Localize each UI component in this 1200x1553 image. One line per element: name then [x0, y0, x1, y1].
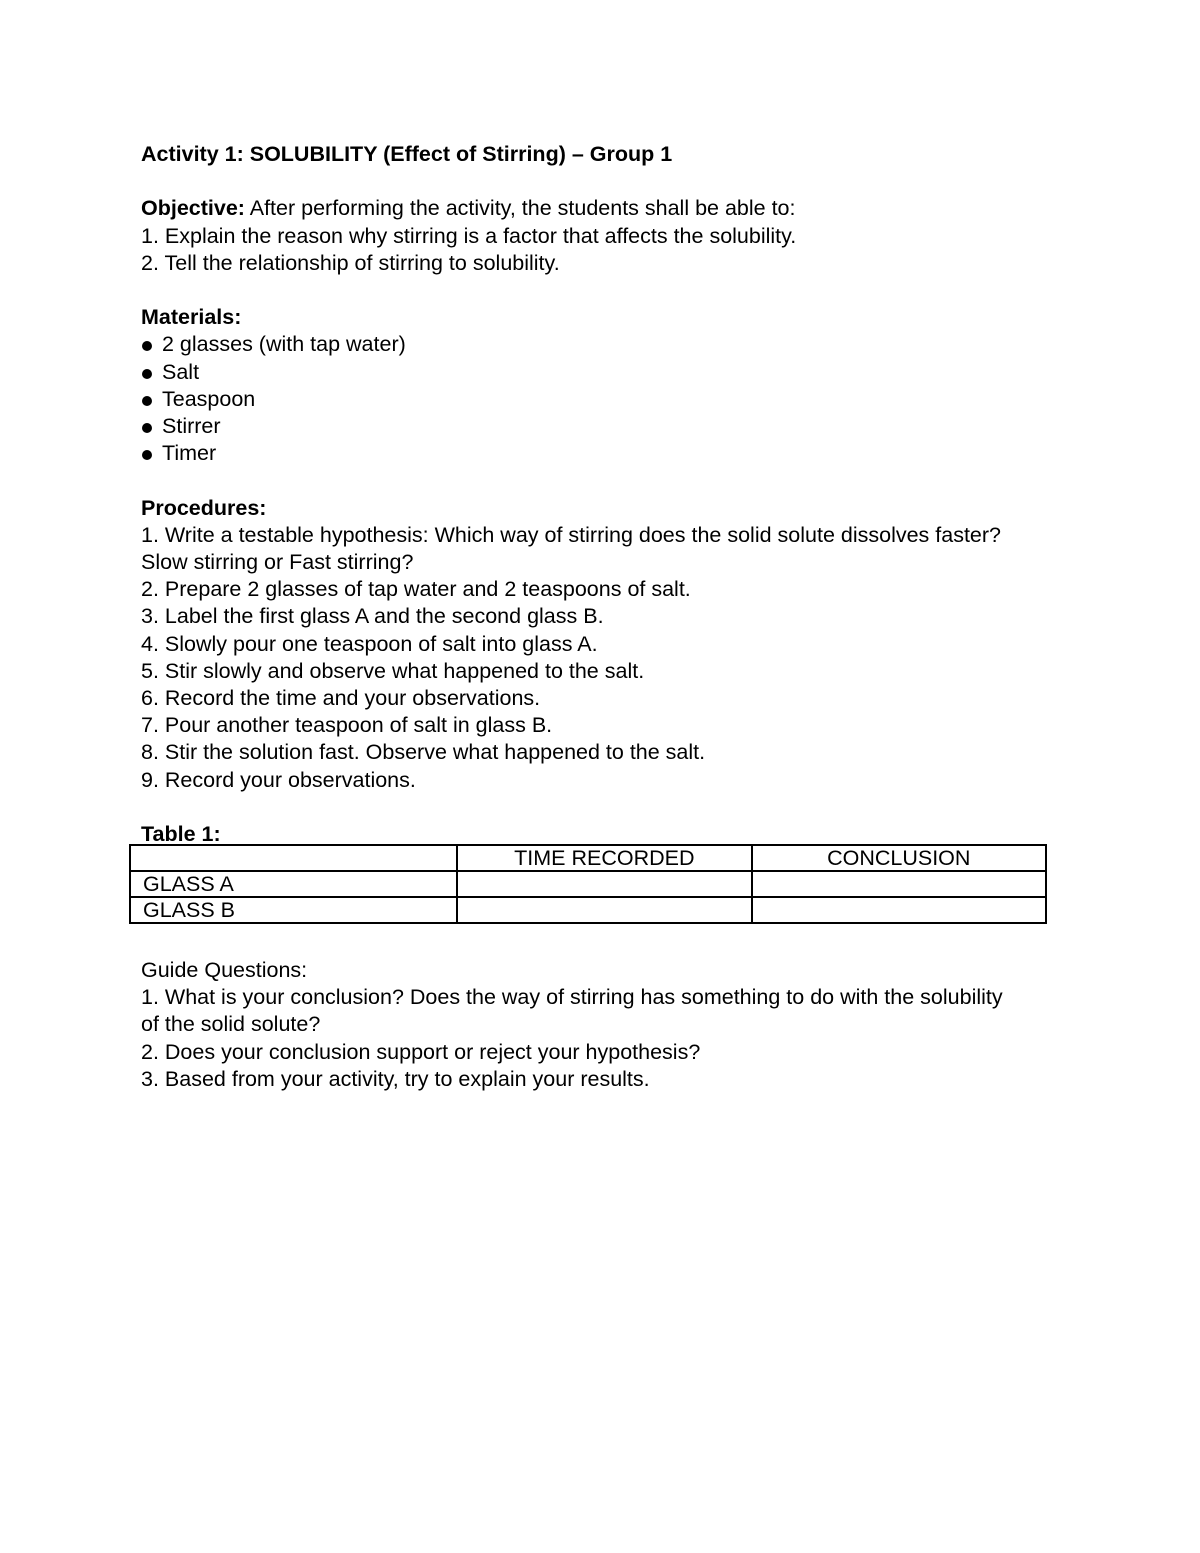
spacer — [141, 277, 1061, 304]
material-item — [141, 413, 1061, 440]
table-row — [130, 897, 1046, 923]
observation-table — [129, 844, 1047, 924]
bullet-icon — [142, 341, 152, 351]
observation-table-wrap — [129, 844, 1047, 924]
table-cell: GLASS A — [130, 871, 457, 897]
procedure-item: 7. Pour another teaspoon of salt in glass B. — [141, 713, 553, 738]
table-cell[interactable] — [752, 897, 1046, 923]
activity-title: Activity 1: SOLUBILITY (Effect of Stirring) – Group 1 — [141, 142, 673, 166]
table-header-cell: CONCLUSION — [752, 845, 1046, 871]
objective-item: 1. Explain the reason why stirring is a factor that affects the solubility. — [141, 223, 797, 248]
procedures-label: Procedures: — [141, 495, 267, 520]
procedure-item: 4. Slowly pour one teaspoon of salt into glass A. — [141, 631, 598, 656]
objective-item: 2. Tell the relationship of stirring to solubility. — [141, 250, 560, 275]
objective-list — [141, 223, 1061, 277]
guide-section — [141, 957, 1061, 1093]
materials-label: Materials: — [141, 305, 242, 330]
material-text: Teaspoon — [162, 386, 256, 411]
material-item — [141, 386, 1061, 413]
objective-label: Objective: — [141, 196, 245, 221]
material-text: Timer — [162, 441, 217, 466]
table-row — [130, 871, 1046, 897]
table-header-cell — [130, 845, 457, 871]
guide-item: 3. Based from your activity, try to explain your results. — [141, 1066, 650, 1091]
material-text: Stirrer — [162, 414, 221, 438]
procedure-item: 1. Write a testable hypothesis: Which way of stirring does the solid solute dissolves faster? Slow stirring or Fast stirring? — [141, 522, 1002, 574]
table-cell: GLASS B — [130, 897, 457, 923]
bullet-icon — [142, 396, 152, 406]
procedure-item: 3. Label the first glass A and the second glass B. — [141, 604, 604, 629]
spacer — [141, 168, 1061, 195]
procedure-item: 2. Prepare 2 glasses of tap water and 2 teaspoons of salt. — [141, 577, 691, 602]
procedure-item: 9. Record your observations. — [141, 767, 416, 792]
guide-list — [141, 984, 1061, 1093]
material-text: Salt — [162, 359, 200, 384]
material-item — [141, 331, 1061, 358]
table-cell[interactable] — [457, 871, 751, 897]
material-item — [141, 359, 1061, 386]
guide-item: 2. Does your conclusion support or reject your hypothesis? — [141, 1039, 701, 1064]
objective-intro — [141, 195, 1061, 222]
procedures-list — [141, 522, 1061, 794]
bullet-icon — [142, 369, 152, 379]
procedure-item: 8. Stir the solution fast. Observe what happened to the salt. — [141, 740, 706, 765]
material-item — [141, 440, 1061, 467]
objective-intro-text: After performing the activity, the students shall be able to: — [244, 196, 796, 221]
guide-label: Guide Questions: — [141, 958, 308, 982]
bullet-icon — [142, 450, 152, 460]
document-page — [141, 141, 1061, 848]
spacer — [141, 467, 1061, 494]
table-cell[interactable] — [752, 871, 1046, 897]
procedure-item: 6. Record the time and your observations. — [141, 686, 541, 711]
materials-list — [141, 331, 1061, 467]
spacer — [141, 794, 1061, 821]
table-cell[interactable] — [457, 897, 751, 923]
table-header-row — [130, 845, 1046, 871]
table-header-cell: TIME RECORDED — [457, 845, 751, 871]
table-label: Table 1: — [141, 822, 221, 847]
bullet-icon — [142, 423, 152, 433]
material-text: 2 glasses (with tap water) — [162, 332, 406, 357]
guide-item: 1. What is your conclusion? Does the way of stirring has something to do with the solubility of the solid solute? — [141, 985, 1003, 1037]
procedure-item: 5. Stir slowly and observe what happened to the salt. — [141, 658, 645, 683]
